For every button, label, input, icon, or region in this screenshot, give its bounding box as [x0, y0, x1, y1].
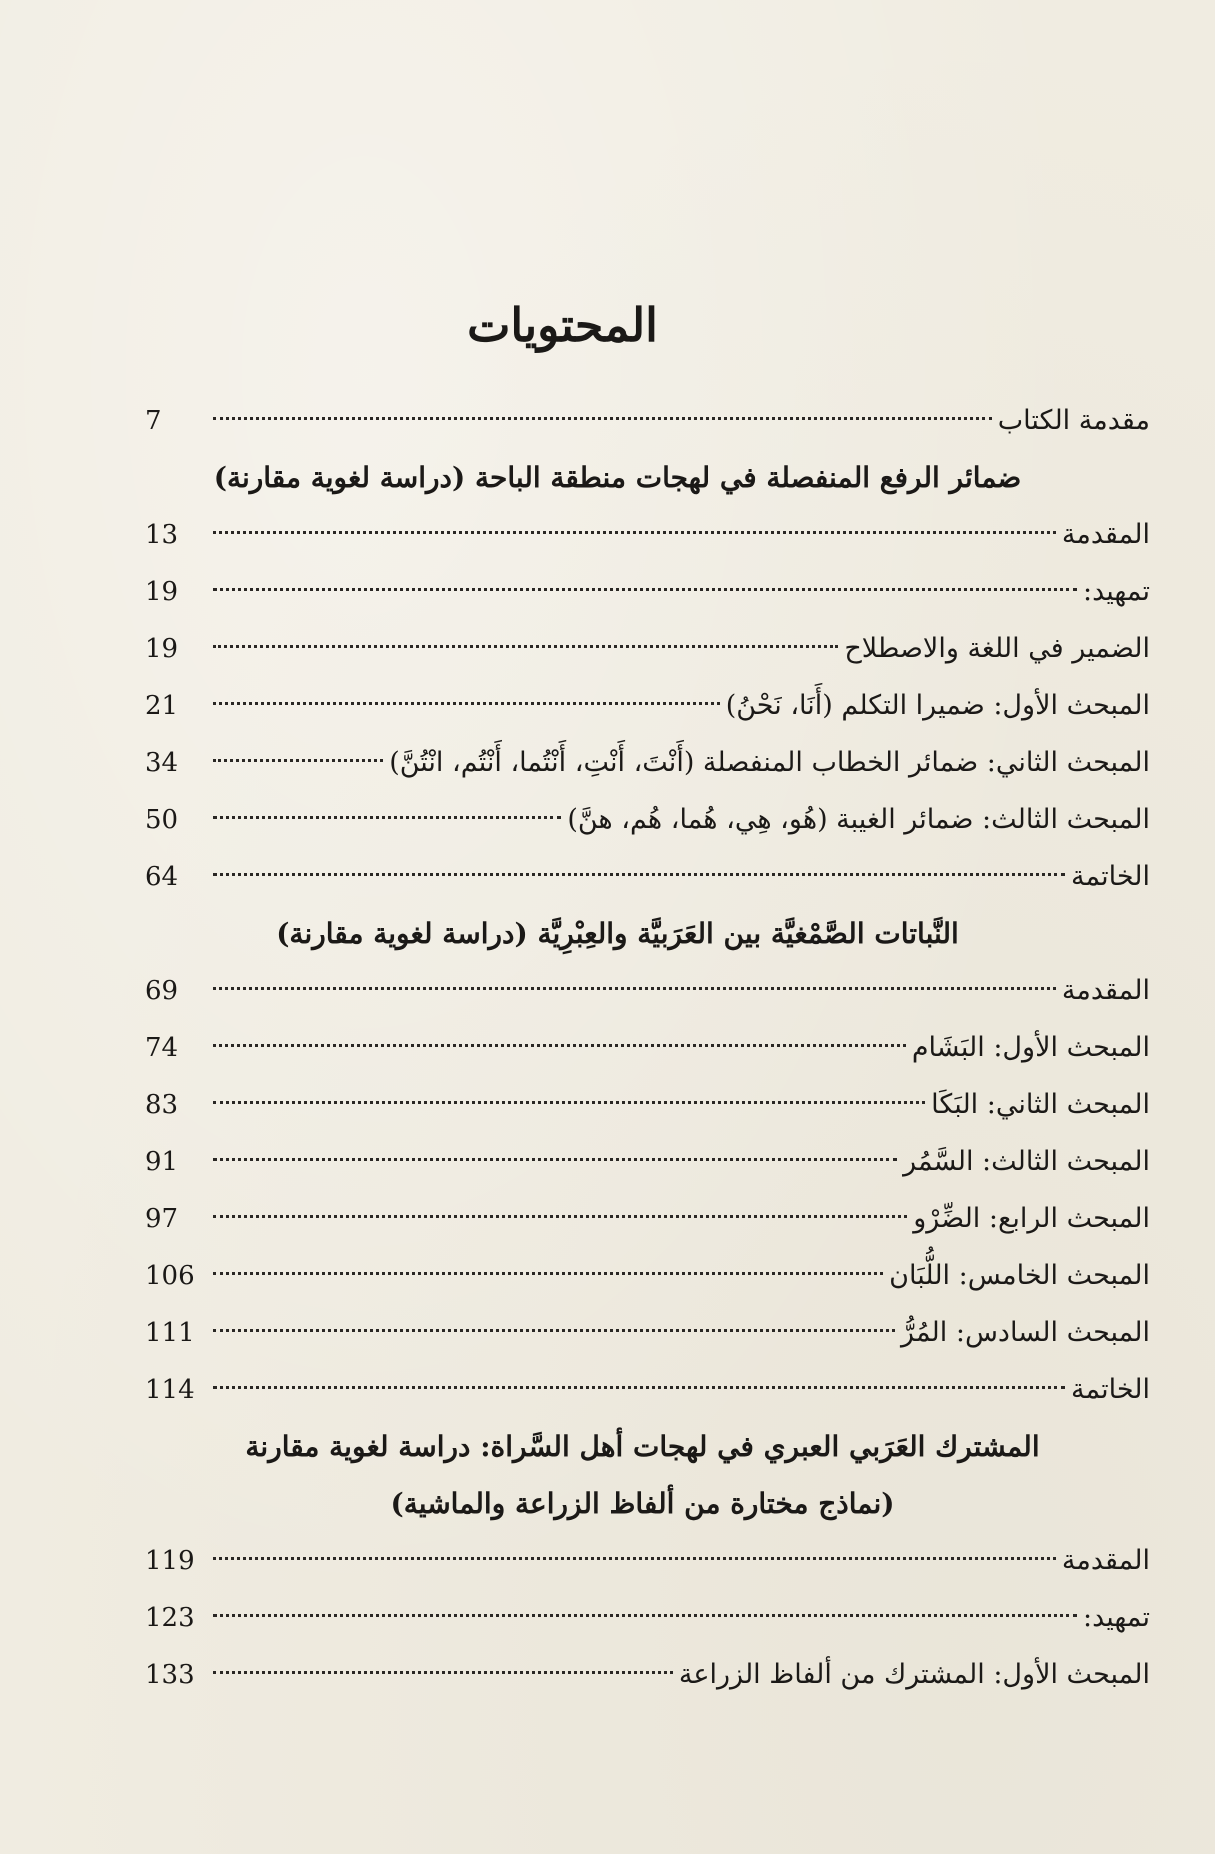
toc-page-number: 114	[145, 1375, 195, 1405]
toc-entry[interactable]	[145, 506, 1150, 563]
dot-leader	[213, 759, 383, 762]
section-heading-line: النَّباتات الصَّمْغيَّة بين العَرَبيَّة والعِبْرِيَّة (دراسة لغوية مقارنة)	[276, 917, 959, 950]
toc-entry-label: تمهيد:	[1083, 1602, 1150, 1633]
toc-page-number: 83	[145, 1090, 179, 1120]
toc-entry-intro[interactable]	[145, 392, 1150, 449]
page-title: المحتويات	[467, 298, 658, 352]
toc-entry[interactable]	[145, 1532, 1150, 1589]
toc-page-number: 21	[145, 691, 179, 721]
dot-leader	[213, 987, 1056, 990]
dot-leader	[213, 1272, 883, 1275]
toc-entry[interactable]	[145, 1019, 1150, 1076]
dot-leader	[213, 588, 1077, 591]
toc-entry[interactable]	[145, 1076, 1150, 1133]
dot-leader	[213, 1158, 897, 1161]
dot-leader	[213, 1044, 906, 1047]
toc-entry-label: مقدمة الكتاب	[997, 405, 1150, 436]
dot-leader	[213, 1329, 895, 1332]
toc-page-number: 119	[145, 1546, 195, 1576]
toc-page-number: 97	[145, 1204, 179, 1234]
dot-leader	[213, 417, 992, 420]
dot-leader	[213, 645, 838, 648]
toc-entry[interactable]	[145, 1133, 1150, 1190]
toc-page-number: 19	[145, 577, 179, 607]
toc-entry-label: المبحث الثاني: ضمائر الخطاب المنفصلة (أَنْتَ، أَنْتِ، أَنْتُما، أَنْتُم، انْتُنَّ)	[389, 747, 1150, 778]
toc-entry-label: المبحث الثالث: السَّمُر	[903, 1146, 1150, 1177]
toc-entry[interactable]	[145, 791, 1150, 848]
dot-leader	[213, 816, 561, 819]
section-heading[interactable]	[145, 449, 1150, 506]
toc-page-number: 74	[145, 1033, 179, 1063]
section-heading[interactable]	[145, 905, 1150, 962]
toc-page-number: 69	[145, 976, 179, 1006]
table-of-contents	[145, 392, 1150, 1703]
dot-leader	[213, 1101, 925, 1104]
toc-entry-label: الخاتمة	[1071, 1374, 1150, 1405]
dot-leader	[213, 873, 1065, 876]
toc-page-number: 19	[145, 634, 179, 664]
toc-entry-label: المبحث الخامس: اللُّبَان	[889, 1260, 1150, 1291]
toc-entry[interactable]	[145, 677, 1150, 734]
toc-entry-label: المبحث السادس: المُرُّ	[901, 1317, 1150, 1348]
toc-entry[interactable]	[145, 1361, 1150, 1418]
toc-entry[interactable]	[145, 620, 1150, 677]
toc-entry[interactable]	[145, 962, 1150, 1019]
toc-page-number: 111	[145, 1318, 195, 1348]
toc-entry-label: المبحث الأول: المشترك من ألفاظ الزراعة	[678, 1659, 1150, 1690]
section-heading-line: المشترك العَرَبي العبري في لهجات أهل السَّراة: دراسة لغوية مقارنة	[245, 1430, 1040, 1463]
toc-entry-label: المبحث الرابع: الضِّرْو	[913, 1203, 1150, 1234]
toc-page-number: 106	[145, 1261, 195, 1291]
dot-leader	[213, 1386, 1065, 1389]
dot-leader	[213, 531, 1056, 534]
toc-entry-label: الخاتمة	[1071, 861, 1150, 892]
toc-entry[interactable]	[145, 848, 1150, 905]
toc-entry-label: المقدمة	[1061, 975, 1150, 1006]
toc-page-number: 64	[145, 862, 179, 892]
toc-page-number: 123	[145, 1603, 195, 1633]
toc-entry[interactable]	[145, 1304, 1150, 1361]
toc-page-number: 34	[145, 748, 179, 778]
toc-page-number: 13	[145, 520, 179, 550]
toc-entry-label: المقدمة	[1061, 1545, 1150, 1576]
dot-leader	[213, 1215, 907, 1218]
toc-entry[interactable]	[145, 1247, 1150, 1304]
toc-page-number: 91	[145, 1147, 179, 1177]
toc-entry-label: الضمير في اللغة والاصطلاح	[844, 633, 1150, 664]
dot-leader	[213, 1671, 673, 1674]
toc-page-number: 7	[145, 406, 162, 436]
toc-entry-label: المقدمة	[1061, 519, 1150, 550]
section-heading-line: ضمائر الرفع المنفصلة في لهجات منطقة الباحة (دراسة لغوية مقارنة)	[213, 461, 1022, 494]
toc-entry[interactable]	[145, 1190, 1150, 1247]
section-heading-line: (نماذج مختارة من ألفاظ الزراعة والماشية)	[390, 1487, 895, 1520]
toc-entry[interactable]	[145, 1646, 1150, 1703]
toc-entry[interactable]	[145, 734, 1150, 791]
toc-entry-label: المبحث الثالث: ضمائر الغيبة (هُو، هِي، هُما، هُم، هنَّ)	[567, 804, 1150, 835]
dot-leader	[213, 702, 720, 705]
toc-entry-label: المبحث الأول: ضميرا التكلم (أَنَا، نَحْنُ)	[725, 690, 1150, 721]
toc-entry-label: المبحث الثاني: البَكَا	[931, 1089, 1150, 1120]
toc-page-number: 50	[145, 805, 179, 835]
toc-entry-label: تمهيد:	[1083, 576, 1150, 607]
toc-page-number: 133	[145, 1660, 195, 1690]
section-heading[interactable]	[145, 1418, 1150, 1532]
toc-entry-label: المبحث الأول: البَشَام	[911, 1032, 1150, 1063]
toc-entry[interactable]	[145, 1589, 1150, 1646]
dot-leader	[213, 1557, 1056, 1560]
dot-leader	[213, 1614, 1077, 1617]
toc-entry[interactable]	[145, 563, 1150, 620]
